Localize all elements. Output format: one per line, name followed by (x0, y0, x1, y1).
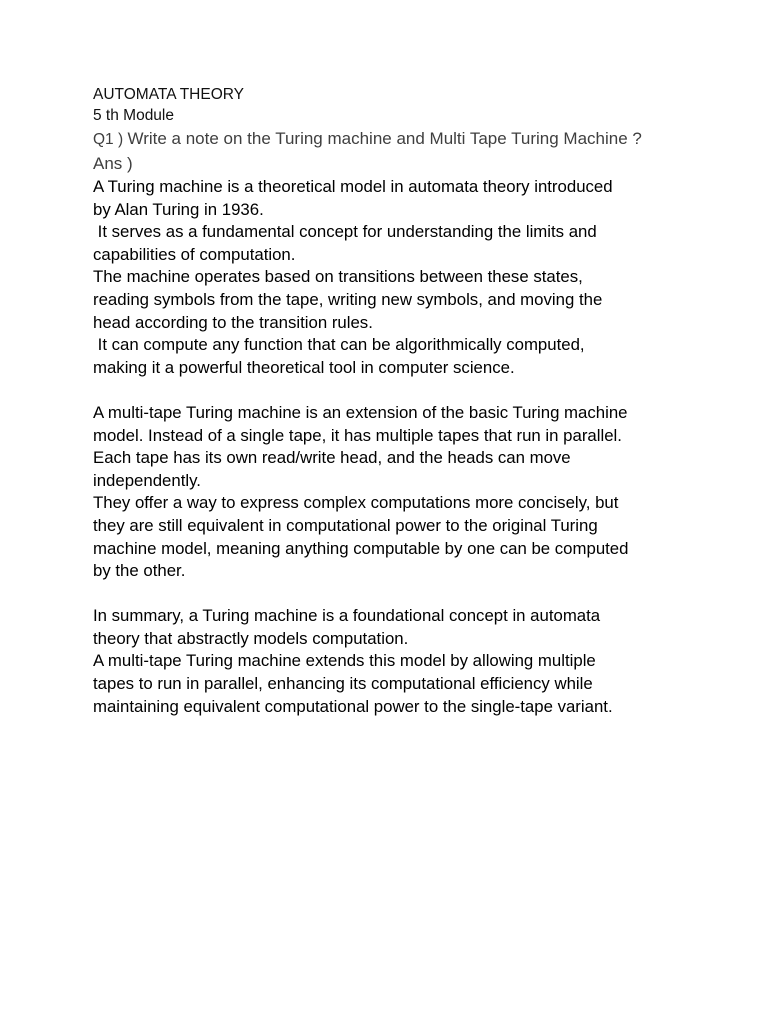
text-line: machine model, meaning anything computable by one can be computed (93, 538, 629, 558)
module-label: 5 th Module (93, 106, 174, 124)
paragraph-turing-machine (93, 176, 733, 379)
text-line: They offer a way to express complex computations more concisely, but (93, 493, 619, 513)
text-line: capabilities of computation. (93, 244, 296, 264)
question (93, 127, 733, 151)
text-line: A multi-tape Turing machine extends this model by allowing multiple (93, 651, 596, 671)
text-line: It serves as a fundamental concept for understanding the limits and (93, 222, 597, 242)
paragraph-multi-tape (93, 402, 733, 583)
text-line: head according to the transition rules. (93, 312, 373, 332)
paragraph-summary (93, 605, 733, 718)
text-line: making it a powerful theoretical tool in computer science. (93, 357, 515, 377)
text-line: maintaining equivalent computational power to the single-tape variant. (93, 696, 613, 716)
text-line: The machine operates based on transitions between these states, (93, 267, 583, 287)
question-number: Q1 ) (93, 131, 128, 148)
paragraph-spacer (93, 379, 733, 402)
text-line: It can compute any function that can be algorithmically computed, (93, 335, 585, 355)
text-line: Each tape has its own read/write head, and the heads can move (93, 448, 571, 468)
text-line: tapes to run in parallel, enhancing its computational efficiency while (93, 674, 593, 694)
text-line: model. Instead of a single tape, it has multiple tapes that run in parallel. (93, 425, 622, 445)
text-line: theory that abstractly models computation. (93, 628, 409, 648)
text-line: independently. (93, 470, 201, 490)
paragraph-spacer (93, 583, 733, 606)
answer-body (93, 176, 733, 718)
text-line: A Turing machine is a theoretical model in automata theory introduced (93, 177, 613, 196)
question-text: Write a note on the Turing machine and Multi Tape Turing Machine ? (127, 129, 642, 148)
text-line: In summary, a Turing machine is a foundational concept in automata (93, 606, 601, 626)
document-heading: AUTOMATA THEORY (93, 86, 245, 103)
text-line: by Alan Turing in 1936. (93, 199, 264, 219)
text-line: A multi-tape Turing machine is an extension of the basic Turing machine (93, 402, 628, 422)
text-line: by the other. (93, 561, 186, 581)
text-line: reading symbols from the tape, writing new symbols, and moving the (93, 289, 603, 309)
text-line: they are still equivalent in computational power to the original Turing (93, 515, 598, 535)
answer-label: Ans ) (93, 154, 133, 173)
document-page (93, 85, 733, 718)
